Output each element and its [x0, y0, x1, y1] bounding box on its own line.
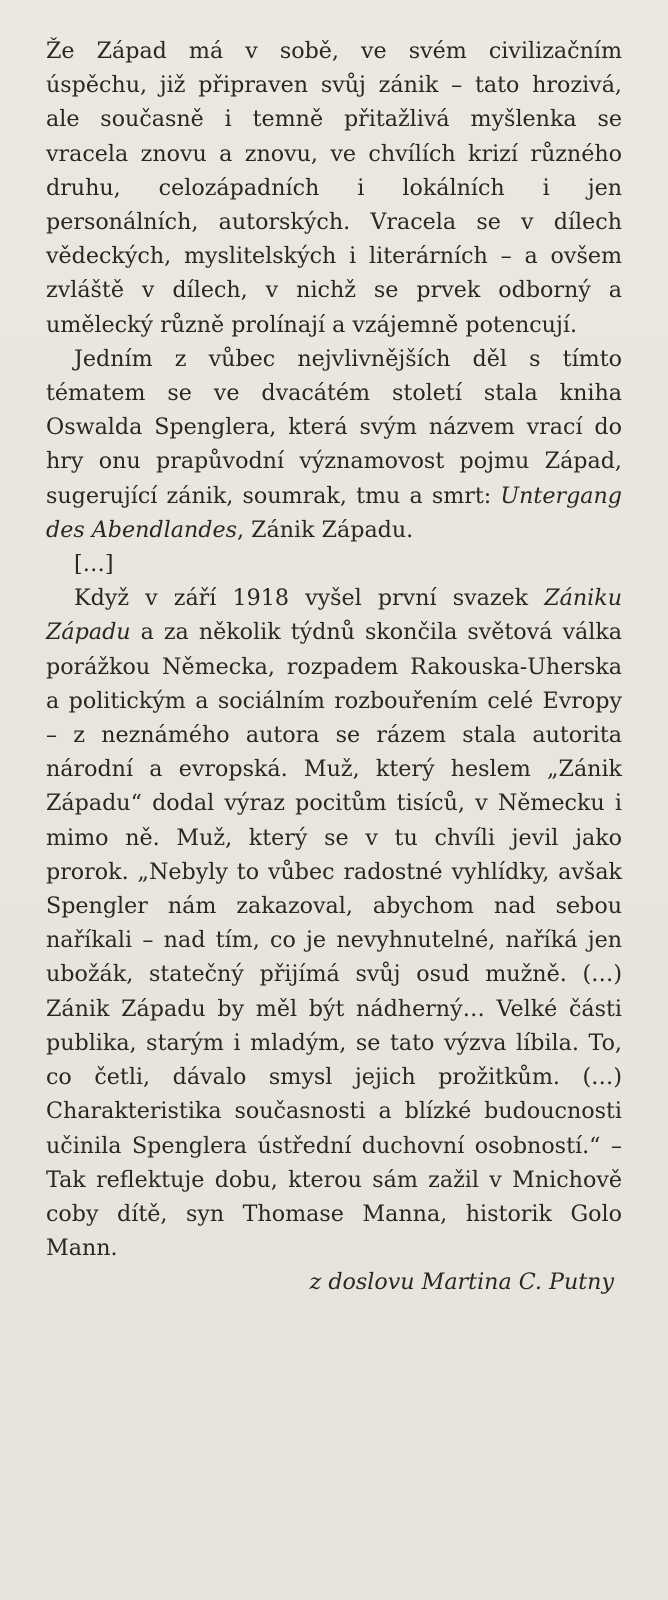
attribution: z doslovu Martina C. Putny [309, 1269, 614, 1296]
book-title-czech: Zániku Západu [46, 585, 622, 646]
paragraph-1: Že Západ má v sobě, ve svém civilizačním úspěchu, již připraven svůj zánik – tato hrozivá, ale současně i temně přitažlivá myšlenka se vracela znovu a znovu, ve chvílích krizí různého druhu, celozápadních i lokálních i jen personálních, autorských. Vracela se v dílech vědeckých, myslitelských i literárních – a ovšem zvláště v dílech, v nichž se prvek odborný a umělecký různě prolínají a vzájemně potencují. [46, 38, 622, 338]
paragraph-2 [46, 342, 622, 547]
paragraph-3-rest: a za několik týdnů skončila světová válka porážkou Německa, rozpadem Rakouska-Uherska a politickým a sociálním rozbouřením celé Evropy – z neznámého autora se rázem stala autorita národní a evropská. Muž, který heslem „Zánik Západu“ dodal výraz pocitům tisíců, v Německu i mimo ně. Muž, který se v tu chvíli jevil jako prorok. „Nebyly to vůbec radostné vyhlídky, avšak Spengler nám zakazoval, abychom nad sebou naříkali – nad tím, co je nevyhnutelné, naříká jen ubožák, statečný přijímá svůj osud mužně. (…) Zánik Západu by měl být nádherný… Velké části publika, starým i mladým, se tato výzva líbila. To, co četli, dávalo smysl jejich prožitkům. (…) Charakteristika současnosti a blízké budoucnosti učinila Spenglera ústřední duchovní osobností.“ – Tak reflektuje dobu, kterou sám zažil v Mnichově coby dítě, syn Thomase Manna, historik Golo Mann. [46, 619, 622, 1262]
paragraph-2-text: Jedním z vůbec nejvlivnějších děl s tímto tématem se ve dvacátém století stala kniha Oswalda Spenglera, která svým názvem vrací do hry onu prapůvodní významovost pojmu Západ, sugerující zánik, soumrak, tmu a smrt: [46, 345, 622, 509]
blurb-text [46, 34, 622, 1300]
book-title-german: Untergang des Abendlandes [46, 482, 622, 543]
paragraph-3-start: Když v září 1918 vyšel první svazek [74, 585, 545, 612]
paragraph-3 [46, 581, 622, 1265]
omission-mark: […] [74, 551, 114, 578]
paragraph-2-end: , Zánik Západu. [236, 516, 414, 543]
